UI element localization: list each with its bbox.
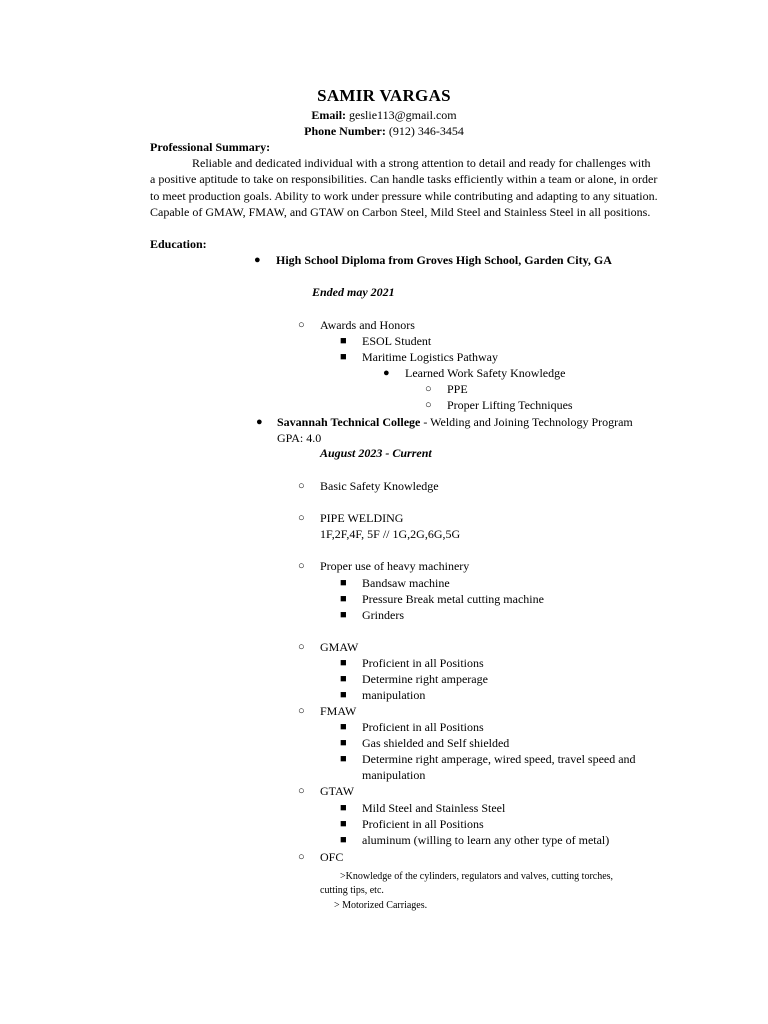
phone-line xyxy=(0,124,768,138)
gtaw-item: GTAW xyxy=(320,784,355,798)
square-bullet: ■ xyxy=(340,609,347,621)
circle-bullet: ○ xyxy=(298,641,305,653)
summary-line: a positive aptitude to take on responsibilities. Can handle tasks efficiently within a team or alone, in order xyxy=(150,172,658,186)
gtaw-subitem: aluminum (willing to learn any other type of metal) xyxy=(362,833,610,847)
grinders-item: Grinders xyxy=(362,608,404,622)
circle-bullet: ○ xyxy=(298,705,305,717)
circle-bullet: ○ xyxy=(298,480,305,492)
circle-bullet: ○ xyxy=(425,383,432,395)
school2-program: - Welding and Joining Technology Program xyxy=(420,415,633,429)
fmaw-subitem: Gas shielded and Self shielded xyxy=(362,736,510,750)
square-bullet: ■ xyxy=(340,593,347,605)
square-bullet: ■ xyxy=(340,351,347,363)
summary-line: to meet production goals. Ability to work under pressure while contributing and adapting to any situation. xyxy=(150,189,658,203)
gmaw-subitem: Determine right amperage xyxy=(362,672,488,686)
circle-bullet: ○ xyxy=(298,851,305,863)
phone-value: (912) 346-3454 xyxy=(388,124,464,138)
pipe-welding-item: PIPE WELDING xyxy=(320,511,404,525)
school2-dates: August 2023 - Current xyxy=(320,446,432,460)
gmaw-subitem: Proficient in all Positions xyxy=(362,656,484,670)
square-bullet: ■ xyxy=(340,721,347,733)
ofc-line: > Motorized Carriages. xyxy=(334,900,428,911)
summary-line: Reliable and dedicated individual with a strong attention to detail and ready for challenges with xyxy=(192,156,651,170)
disc-bullet: ● xyxy=(256,416,263,428)
summary-heading: Professional Summary: xyxy=(150,140,271,154)
square-bullet: ■ xyxy=(340,818,347,830)
school1-title: High School Diploma from Groves High School, Garden City, GA xyxy=(276,253,612,267)
square-bullet: ■ xyxy=(340,335,347,347)
disc-bullet: ● xyxy=(254,254,261,266)
gmaw-subitem: manipulation xyxy=(362,688,426,702)
school2-name: Savannah Technical College xyxy=(277,415,421,429)
square-bullet: ■ xyxy=(340,802,347,814)
phone-label: Phone Number: xyxy=(304,124,386,138)
fmaw-subitem: Determine right amperage, wired speed, travel speed and xyxy=(362,752,636,766)
bandsaw-item: Bandsaw machine xyxy=(362,576,450,590)
square-bullet: ■ xyxy=(340,834,347,846)
safety-item: Learned Work Safety Knowledge xyxy=(405,366,566,380)
email-label: Email: xyxy=(311,108,347,122)
ofc-line: >Knowledge of the cylinders, regulators and valves, cutting torches, xyxy=(340,871,614,882)
circle-bullet: ○ xyxy=(298,785,305,797)
email-value: geslie113@gmail.com xyxy=(349,108,457,122)
gmaw-item: GMAW xyxy=(320,640,359,654)
machinery-item: Proper use of heavy machinery xyxy=(320,559,470,573)
pipe-positions: 1F,2F,4F, 5F // 1G,2G,6G,5G xyxy=(320,527,461,541)
circle-bullet: ○ xyxy=(425,399,432,411)
square-bullet: ■ xyxy=(340,737,347,749)
square-bullet: ■ xyxy=(340,577,347,589)
fmaw-subitem: manipulation xyxy=(362,768,426,782)
disc-bullet: ● xyxy=(383,367,390,379)
square-bullet: ■ xyxy=(340,657,347,669)
circle-bullet: ○ xyxy=(298,319,305,331)
awards-item: Awards and Honors xyxy=(320,318,415,332)
esol-item: ESOL Student xyxy=(362,334,432,348)
ofc-line: cutting tips, etc. xyxy=(320,885,384,896)
gtaw-subitem: Mild Steel and Stainless Steel xyxy=(362,801,506,815)
ppe-item: PPE xyxy=(447,382,468,396)
square-bullet: ■ xyxy=(340,753,347,765)
gpa-text: GPA: 4.0 xyxy=(277,431,322,445)
education-heading: Education: xyxy=(150,237,207,251)
square-bullet: ■ xyxy=(340,673,347,685)
summary-line: Capable of GMAW, FMAW, and GTAW on Carbon Steel, Mild Steel and Stainless Steel in all positions. xyxy=(150,205,651,219)
resume-name: SAMIR VARGAS xyxy=(317,86,451,105)
fmaw-subitem: Proficient in all Positions xyxy=(362,720,484,734)
basic-safety-item: Basic Safety Knowledge xyxy=(320,479,439,493)
gtaw-subitem: Proficient in all Positions xyxy=(362,817,484,831)
circle-bullet: ○ xyxy=(298,512,305,524)
circle-bullet: ○ xyxy=(298,560,305,572)
ofc-item: OFC xyxy=(320,850,344,864)
email-line xyxy=(0,108,768,122)
square-bullet: ■ xyxy=(340,689,347,701)
school1-dates: Ended may 2021 xyxy=(312,285,395,299)
fmaw-item: FMAW xyxy=(320,704,357,718)
pressure-break-item: Pressure Break metal cutting machine xyxy=(362,592,544,606)
maritime-item: Maritime Logistics Pathway xyxy=(362,350,498,364)
school2-title xyxy=(277,415,633,429)
lifting-item: Proper Lifting Techniques xyxy=(447,398,573,412)
